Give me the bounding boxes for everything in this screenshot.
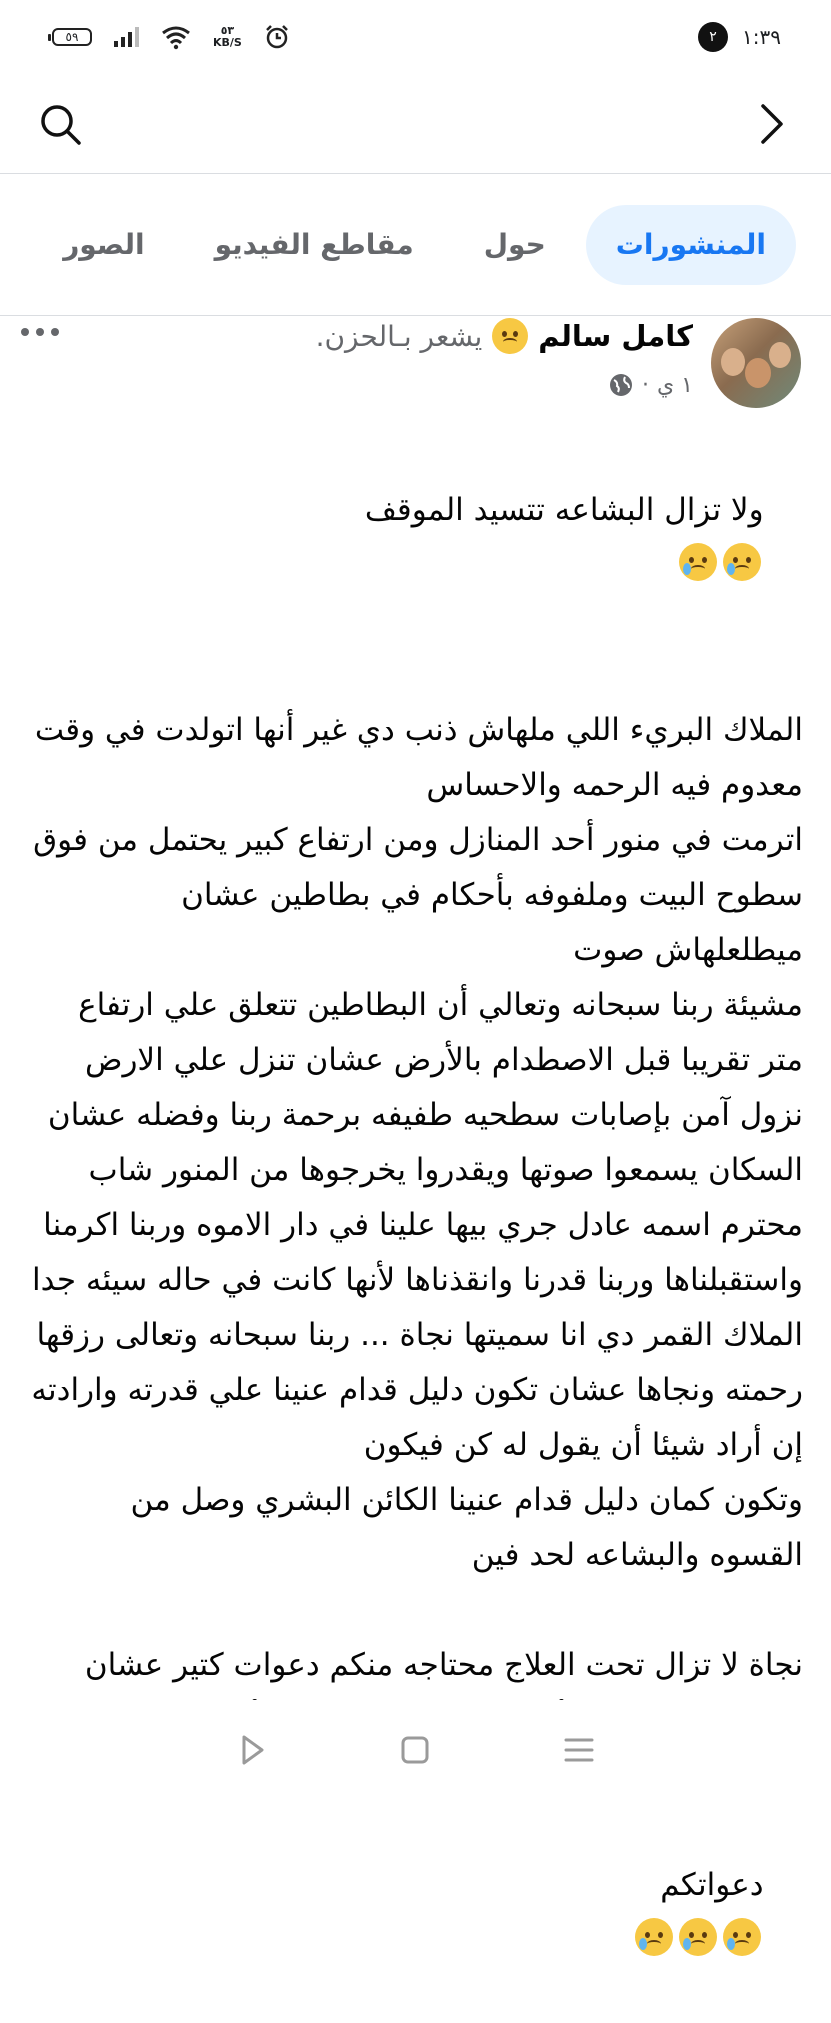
signal-icon (114, 27, 139, 47)
post-first-line (28, 428, 803, 648)
post-paragraph-2: نجاة لا تزال تحت العلاج محتاجه منكم دعوات كتير عشان (84, 1647, 803, 1683)
profile-tabs (0, 174, 831, 316)
crying-face-icon (679, 543, 717, 581)
tab-photos[interactable]: الصور (63, 228, 145, 261)
meta-separator: · (641, 372, 649, 398)
tab-videos[interactable]: مقاطع الفيديو (214, 228, 414, 261)
crying-face-icon (635, 1918, 673, 1956)
search-icon[interactable] (36, 100, 84, 148)
net-speed-unit: KB/S (213, 36, 242, 49)
avatar[interactable] (711, 318, 801, 408)
tab-posts[interactable]: المنشورات (586, 205, 796, 285)
crying-face-icon (679, 1918, 717, 1956)
spacer (28, 648, 803, 703)
wifi-icon (161, 25, 191, 49)
post-last-line (28, 1803, 803, 2023)
sad-face-icon (492, 318, 528, 354)
globe-icon (608, 372, 634, 398)
chevron-right-icon[interactable] (747, 100, 795, 148)
feeling-text: يشعر بـالحزن. (315, 319, 483, 353)
back-nav-icon[interactable] (234, 1732, 270, 1768)
post-time[interactable]: ١ ي (656, 372, 693, 398)
author-line (316, 318, 693, 354)
top-bar (0, 74, 831, 174)
system-nav-bar (0, 1700, 831, 1800)
crying-face-icon (723, 1918, 761, 1956)
post-header (21, 318, 801, 418)
notification-badge: ٢ (698, 22, 728, 52)
post-paragraph-1: الملاك البريء اللي ملهاش ذنب دي غير أنها اتولدت في وقت معدوم فيه الرحمه والاحساس اترمت في منور أحد المنازل ومن ارتفاع كبير يحتمل من فوق سطوح البيت وملفوفه بأحكام في بطاطين عشان ميطلعلهاش صوت مشيئة ربنا سبحانه وتعالي أن البطاطين تتعلق علي ارتفاع متر تقريبا قبل الاصطدام بالأرض عشان تنزل علي الارض نزول آمن بإصابات سطحيه طفيفه برحمة ربنا وفضله عشان السكان يسمعوا صوتها ويقدروا يخرجوها من المنور شاب محترم اسمه عادل جري بيها علينا في دار الاموه وربنا اكرمنا واستقبلناها وربنا قدرنا وانقذناها لأنها كانت في حاله سيئه جدا الملاك القمر دي انا سميتها نجاة ... ربنا سبحانه وتعالى رزقها رحمته ونجاها عشان تكون دليل قدام عنينا علي قدرته وارادته إن أراد شيئا أن يقول له كن فيكون وتكون كمان دليل قدام عنينا الكائن البشري وصل من القسوه والبشاعه لحد فين (31, 712, 803, 1573)
home-nav-icon[interactable] (397, 1732, 433, 1768)
alarm-icon (264, 24, 290, 50)
spacer (28, 1583, 803, 1638)
menu-nav-icon[interactable] (561, 1732, 597, 1768)
clock: ١:٣٩ (742, 25, 781, 49)
net-speed (213, 25, 242, 49)
status-left (52, 24, 290, 50)
tab-about[interactable]: حول (483, 228, 546, 261)
author-name[interactable]: كامل سالم (538, 319, 693, 353)
more-icon[interactable] (21, 328, 59, 336)
post-last-line-text: دعواتكم (660, 1867, 764, 1903)
post-body (28, 428, 803, 1903)
battery-icon (52, 28, 92, 46)
crying-face-icon (723, 543, 761, 581)
battery-level: ٥٩ (65, 30, 79, 44)
net-speed-value: ٥٣ (220, 24, 235, 37)
status-bar (0, 0, 831, 74)
post-first-line-text: ولا تزال البشاعه تتسيد الموقف (364, 492, 764, 528)
status-right (698, 22, 781, 52)
post-meta (608, 372, 693, 398)
